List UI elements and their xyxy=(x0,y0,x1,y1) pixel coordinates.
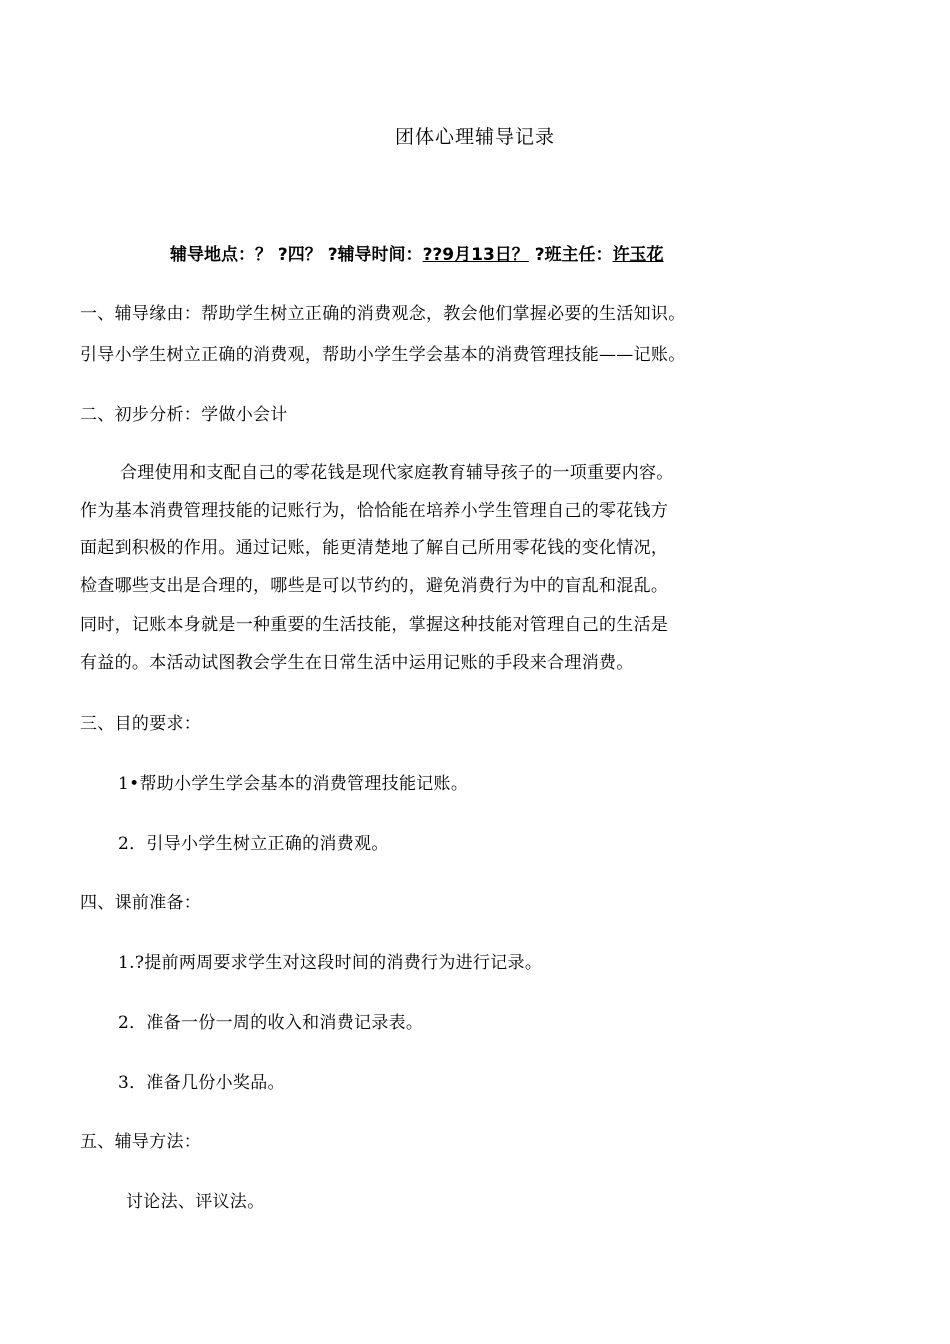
paragraph-line: 同时，记账本身就是一种重要的生活技能，掌握这种技能对管理自己的生活是 xyxy=(80,615,669,635)
section-2-heading: 二、初步分析：学做小会计 xyxy=(80,405,288,425)
paragraph-line: 合理使用和支配自己的零花钱是现代家庭教育辅导孩子的一项重要内容。 xyxy=(120,463,674,483)
list-item: 2．引导小学生树立正确的消费观。 xyxy=(118,834,389,854)
list-item: 1.?提前两周要求学生对这段时间的消费行为进行记录。 xyxy=(118,953,543,973)
paragraph-line: 讨论法、评议法。 xyxy=(126,1192,265,1212)
teacher-value: 许玉花 xyxy=(612,245,664,265)
teacher-separator: ? xyxy=(528,245,545,265)
section-1-heading: 一、辅导缘由：帮助学生树立正确的消费观念，教会他们掌握必要的生活知识。 xyxy=(80,304,686,324)
paragraph-line: 检查哪些支出是合理的，哪些是可以节约的，避免消费行为中的盲乱和混乱。 xyxy=(80,576,669,596)
section-4-heading: 四、课前准备： xyxy=(80,893,202,913)
place-label: 辅导地点：？ ?四？ ? xyxy=(170,245,338,265)
section-3-heading: 三、目的要求： xyxy=(80,714,202,734)
paragraph-line: 引导小学生树立正确的消费观，帮助小学生学会基本的消费管理技能——记账。 xyxy=(80,345,686,365)
teacher-label: 班主任： xyxy=(544,245,613,265)
list-item: 2．准备一份一周的收入和消费记录表。 xyxy=(118,1013,424,1033)
paragraph-line: 作为基本消费管理技能的记账行为，恰恰能在培养小学生管理自己的零花钱方 xyxy=(80,501,669,521)
paragraph-line: 面起到积极的作用。通过记账，能更清楚地了解自己所用零花钱的变化情况， xyxy=(80,538,669,558)
page-title: 团体心理辅导记录 xyxy=(394,126,555,148)
paragraph-line: 有益的。本活动试图教会学生在日常生活中运用记账的手段来合理消费。 xyxy=(80,653,634,673)
meta-line xyxy=(170,240,664,265)
time-label: 辅导时间： xyxy=(337,245,423,265)
section-5-heading: 五、辅导方法： xyxy=(80,1132,202,1152)
list-item: 1•帮助小学生学会基本的消费管理技能记账。 xyxy=(118,774,469,794)
time-value: ??9月13日？ xyxy=(422,245,529,265)
list-item: 3．准备几份小奖品。 xyxy=(118,1073,285,1093)
